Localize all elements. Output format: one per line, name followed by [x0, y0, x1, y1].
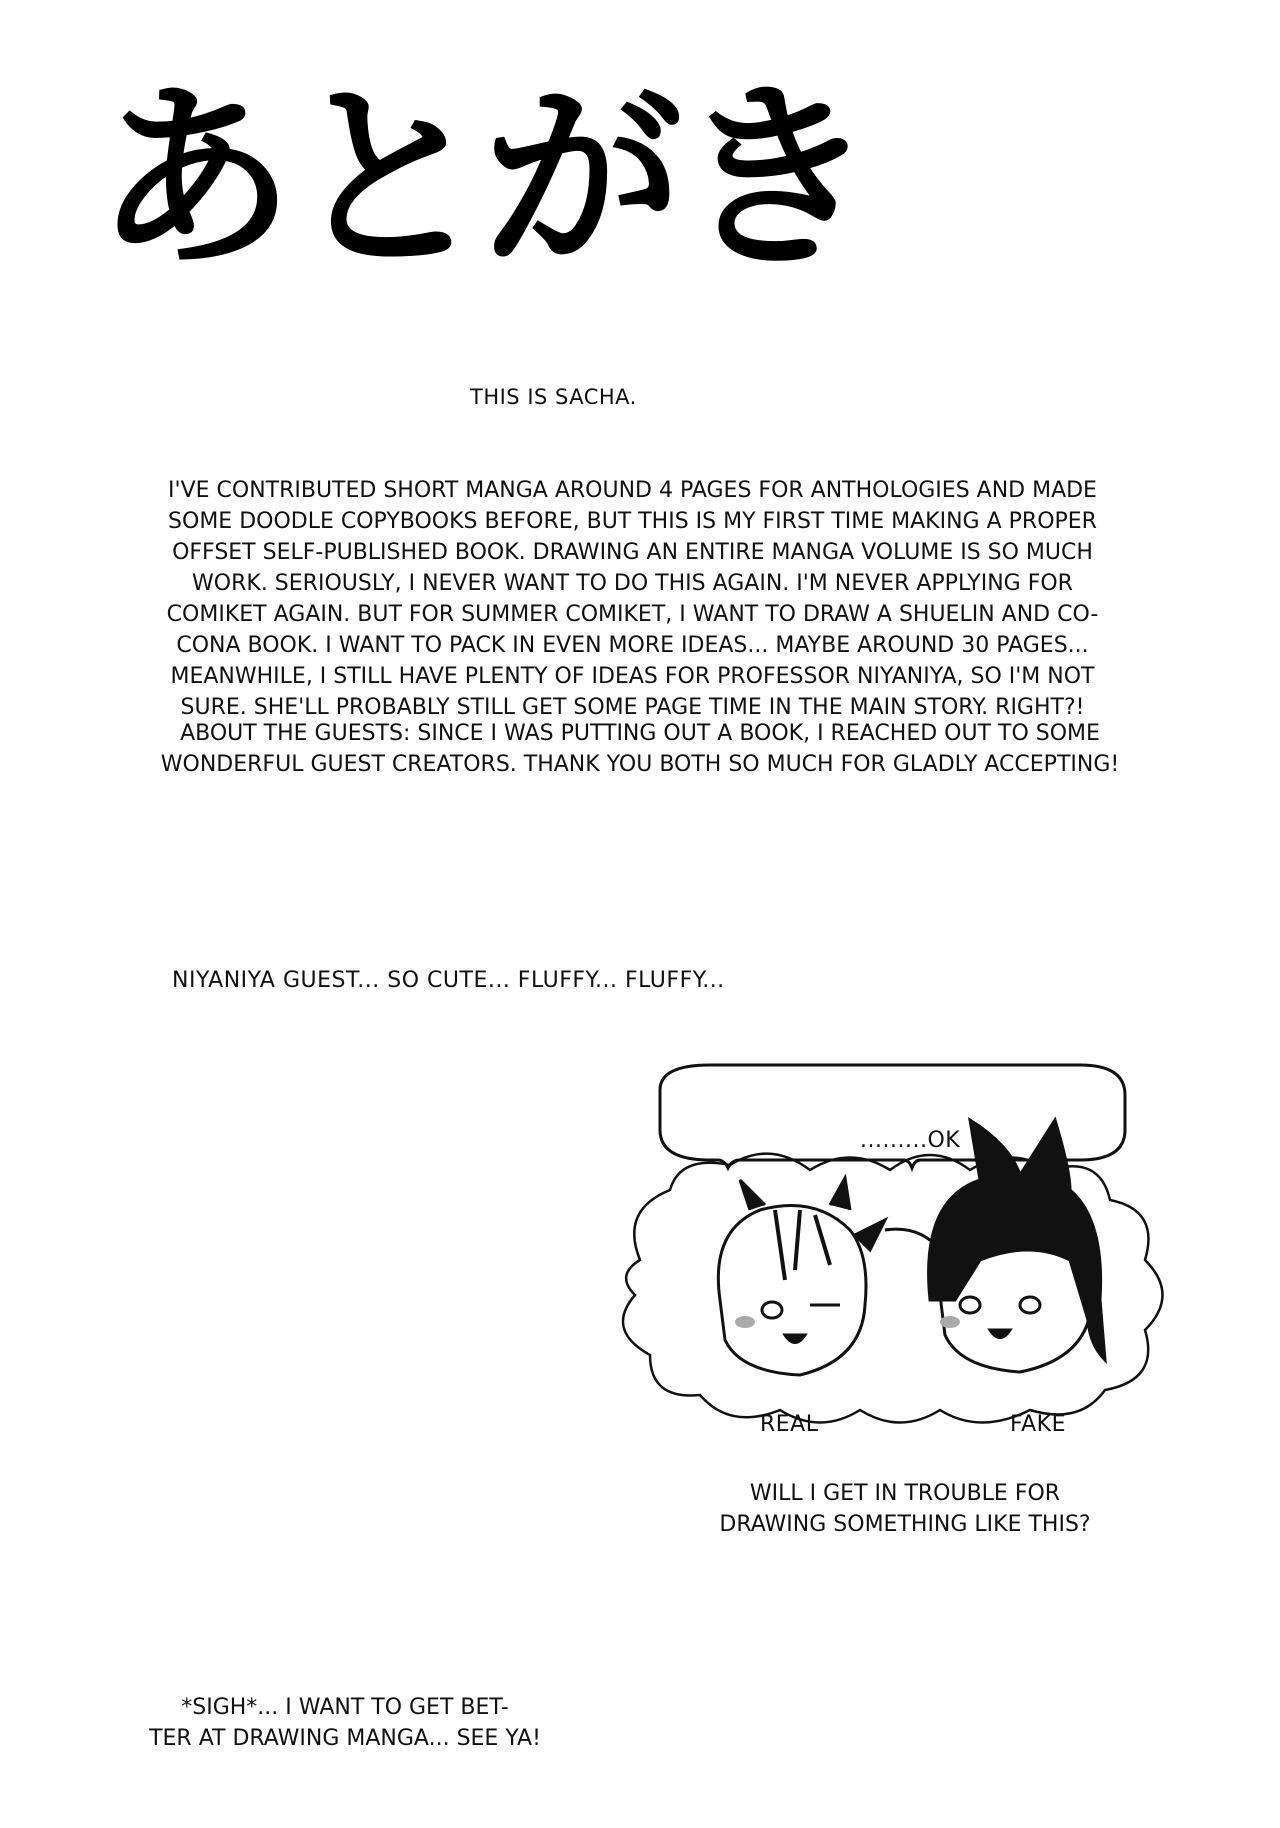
afterword-title: あとがき: [95, 63, 872, 296]
trouble-line: WILL I GET IN TROUBLE FOR: [749, 1481, 1061, 1506]
trouble-line: DRAWING SOMETHING LIKE THIS?: [719, 1512, 1091, 1537]
main-paragraph: [115, 475, 1150, 723]
guests-line: WONDERFUL GUEST CREATORS. THANK YOU BOTH SO MUCH FOR GLADLY ACCEPTING!: [160, 752, 1120, 777]
guests-paragraph: [115, 718, 1165, 780]
paragraph-line: SURE. SHE'LL PROBABLY STILL GET SOME PAGE TIME IN THE MAIN STORY. RIGHT?!: [180, 695, 1085, 720]
paragraph-line: I'VE CONTRIBUTED SHORT MANGA AROUND 4 PAGES FOR ANTHOLOGIES AND MADE: [168, 478, 1097, 503]
speech-bubble-text: .........OK: [860, 1128, 961, 1153]
niyaniya-text: NIYANIYA GUEST... SO CUTE... FLUFFY... FLUFFY...: [172, 968, 725, 993]
paragraph-line: SOME DOODLE COPYBOOKS BEFORE, BUT THIS IS MY FIRST TIME MAKING A PROPER: [168, 509, 1097, 534]
paragraph-line: CONA BOOK. I WANT TO PACK IN EVEN MORE IDEAS... MAYBE AROUND 30 PAGES...: [176, 633, 1089, 658]
real-character: [718, 1178, 885, 1375]
label-real: REAL: [760, 1412, 819, 1437]
closing-line: TER AT DRAWING MANGA... SEE YA!: [149, 1726, 541, 1751]
trouble-caption: [695, 1478, 1115, 1540]
guests-line: ABOUT THE GUESTS: SINCE I WAS PUTTING OUT A BOOK, I REACHED OUT TO SOME: [180, 721, 1100, 746]
chibi-illustration: [600, 1060, 1220, 1480]
paragraph-line: OFFSET SELF-PUBLISHED BOOK. DRAWING AN ENTIRE MANGA VOLUME IS SO MUCH: [172, 540, 1093, 565]
paragraph-line: MEANWHILE, I STILL HAVE PLENTY OF IDEAS FOR PROFESSOR NIYANIYA, SO I'M NOT: [170, 664, 1095, 689]
paragraph-line: COMIKET AGAIN. BUT FOR SUMMER COMIKET, I WANT TO DRAW A SHUELIN AND CO-: [166, 602, 1099, 627]
closing-text: [130, 1692, 560, 1754]
paragraph-line: WORK. SERIOUSLY, I NEVER WANT TO DO THIS AGAIN. I'M NEVER APPLYING FOR: [192, 571, 1073, 596]
closing-line: *SIGH*... I WANT TO GET BET-: [181, 1695, 509, 1720]
label-fake: FAKE: [1010, 1412, 1067, 1437]
intro-text: THIS IS SACHA.: [470, 385, 637, 409]
